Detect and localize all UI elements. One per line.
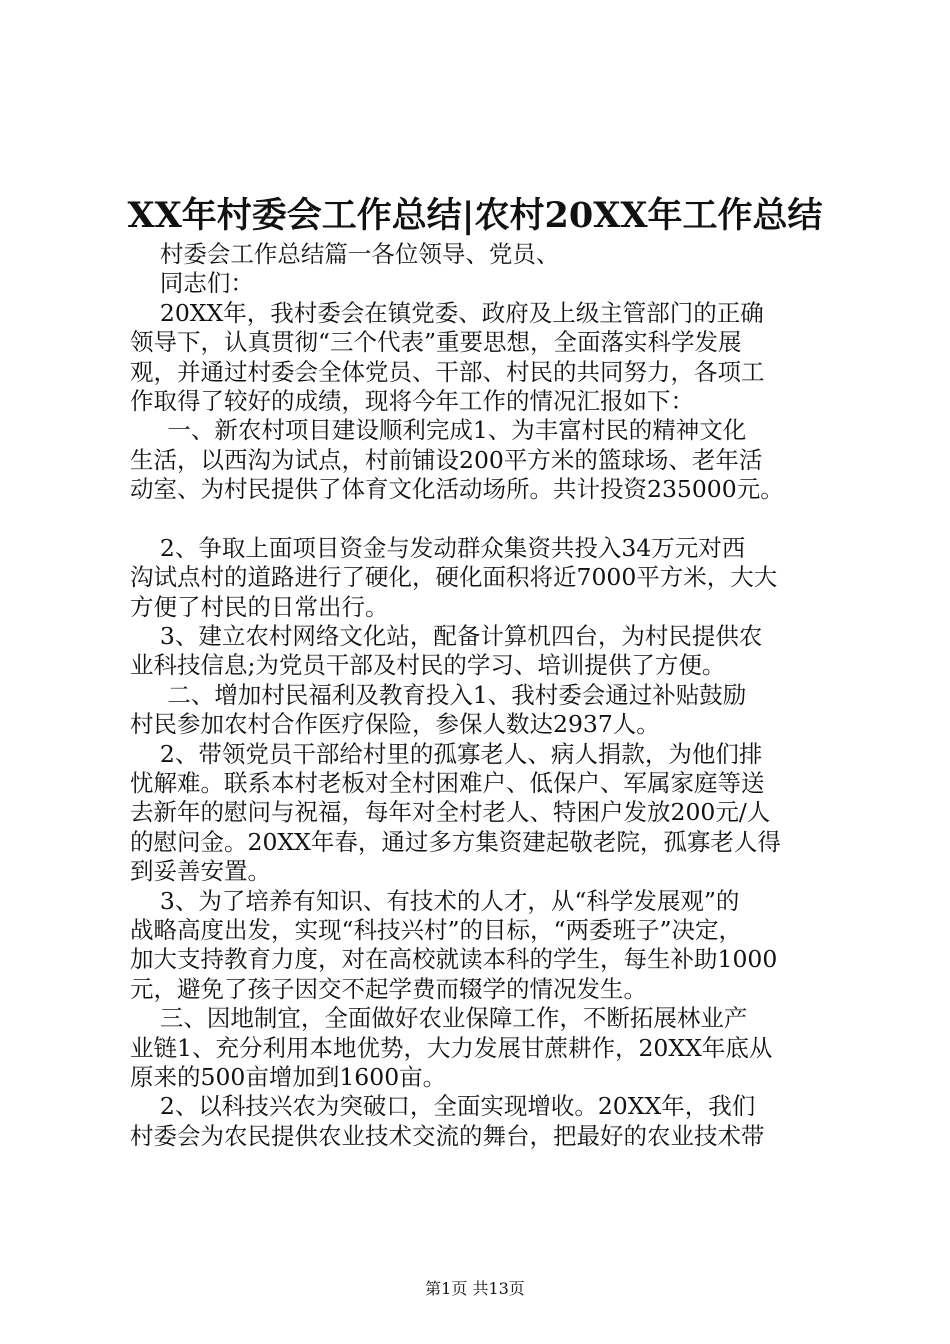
text-line: 2、以科技兴农为突破口，全面实现增收。20XX年，我们 [130,1092,756,1121]
text-line: 村委会工作总结篇一各位领导、党员、 [130,240,560,268]
text-line: 一、新农村项目建设顺利完成1、为丰富村民的精神文化 [130,416,747,445]
text-line: 作取得了较好的成绩，现将今年工作的情况汇报如下： [130,386,694,415]
text-line: 3、建立农村网络文化站，配备计算机四台，为村民提供农 [130,622,763,651]
text-line: 观，并通过村委会全体党员、干部、村民的共同努力，各项工 [130,357,765,386]
page-footer: 第1页 共13页 [425,1279,525,1298]
text-line [130,505,830,534]
text-line: 2、带领党员干部给村里的孤寡老人、病人捐款，为他们排 [130,739,763,768]
text-line: 3、为了培养有知识、有技术的人才，从“科学发展观”的 [130,886,740,915]
text-line: 二、增加村民福利及教育投入1、我村委会通过补贴鼓励 [130,680,747,709]
text-line: 到妥善安置。 [130,857,271,886]
text-line: 业链1、充分利用本地优势，大力发展甘蔗耕作，20XX年底从 [130,1033,773,1062]
text-line: 三、因地制宜，全面做好农业保障工作，不断拓展林业产 [130,1004,748,1033]
text-line: 的慰问金。20XX年春，通过多方集资建起敬老院，孤寡老人得 [130,827,781,856]
text-line: 村委会为农民提供农业技术交流的舞台，把最好的农业技术带 [130,1121,765,1150]
text-line: 生活，以西沟为试点，村前铺设200平方米的篮球场、老年活 [130,445,763,474]
text-line: 原来的500亩增加到1600亩。 [130,1062,447,1091]
document-body [130,240,830,1151]
document-title: XX年村委会工作总结|农村20XX年工作总结 [127,195,823,236]
text-line: 元，避免了孩子因交不起学费而辍学的情况发生。 [130,974,647,1003]
text-line: 去新年的慰问与祝福，每年对全村老人、特困户发放200元/人 [130,798,771,827]
text-line: 加大支持教育力度，对在高校就读本科的学生，每生补助1000 [130,945,778,974]
text-line: 同志们： [130,269,254,298]
text-line: 业科技信息;为党员干部及村民的学习、培训提供了方便。 [130,651,726,680]
text-line: 战略高度出发，实现“科技兴村”的目标，“两委班子”决定， [130,915,743,944]
text-line: 2、争取上面项目资金与发动群众集资共投入34万元对西 [130,533,746,562]
text-line: 沟试点村的道路进行了硬化，硬化面积将近7000平方米，大大 [130,563,778,592]
text-line: 动室、为村民提供了体育文化活动场所。共计投资235000元。 [130,475,784,504]
text-line: 忧解难。联系本村老板对全村困难户、低保户、军属家庭等送 [130,769,765,798]
text-line: 方便了村民的日常出行。 [130,592,389,621]
text-line: 领导下，认真贯彻“三个代表”重要思想，全面落实科学发展 [130,328,742,357]
text-line: 村民参加农村合作医疗保险，参保人数达2937人。 [130,710,660,739]
text-line: 20XX年，我村委会在镇党委、政府及上级主管部门的正确 [130,298,764,327]
